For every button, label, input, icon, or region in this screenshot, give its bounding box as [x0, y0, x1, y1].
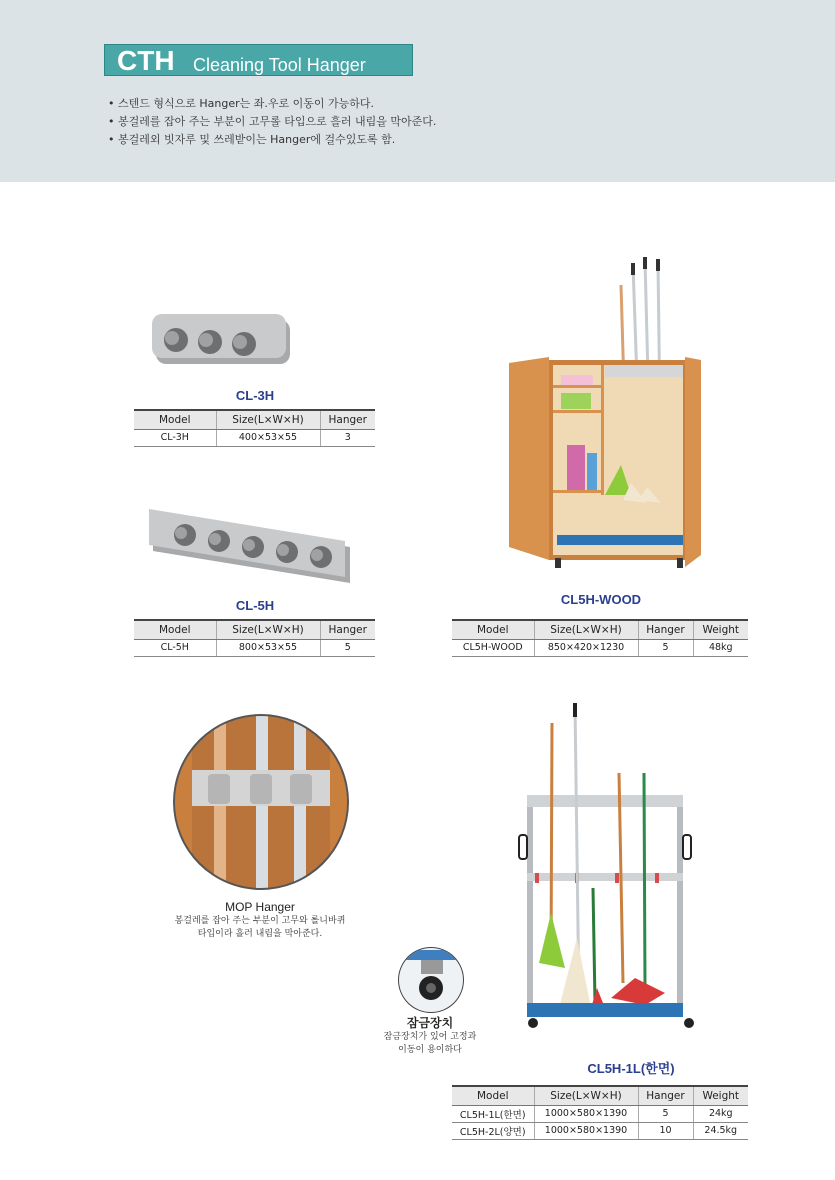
table-cell: 1000×580×1390	[534, 1122, 638, 1139]
table-cell: 3	[320, 429, 375, 446]
lock-desc: 이동이 용이하다	[398, 1045, 462, 1055]
table-cell: CL5H-WOOD	[452, 639, 534, 656]
feature-item: • 봉걸레외 빗자루 및 쓰레받이는 Hanger에 걸수있도록 함.	[108, 131, 436, 149]
mop-hanger-closeup-image	[172, 712, 350, 892]
column-header: Hanger	[320, 620, 375, 639]
cl5h-wood-label: CL5H-WOOD	[560, 592, 642, 607]
table-cell: CL-3H	[134, 429, 216, 446]
cl5h-1l-spec-table	[452, 1085, 748, 1140]
cl-3h-image	[150, 310, 295, 370]
table-row	[452, 1122, 748, 1139]
table-cell: 5	[638, 1105, 693, 1122]
column-header: Model	[134, 620, 216, 639]
product-code: CTH	[117, 45, 175, 76]
column-header: Model	[134, 410, 216, 429]
column-header: Hanger	[320, 410, 375, 429]
table-cell: CL5H-2L(양면)	[452, 1122, 534, 1139]
table-cell: 800×53×55	[216, 639, 320, 656]
cl-3h-spec-table	[134, 409, 375, 447]
table-row	[452, 639, 748, 656]
cl5h-1l-stand-image	[515, 703, 705, 1033]
table-cell: CL-5H	[134, 639, 216, 656]
column-header: Size(L×W×H)	[216, 410, 320, 429]
product-name: Cleaning Tool Hanger	[193, 55, 366, 75]
table-cell: 5	[320, 639, 375, 656]
lock-title: 잠금장치	[406, 1016, 454, 1030]
feature-item: • 스텐드 형식으로 Hanger는 좌.우로 이동이 가능하다.	[108, 95, 436, 113]
feature-list	[108, 95, 436, 149]
feature-item: • 봉걸레를 잡아 주는 부분이 고무롤 타입으로 흘러 내림을 막아준다.	[108, 113, 436, 131]
lock-caption	[370, 1016, 490, 1057]
table-cell: 24kg	[693, 1105, 748, 1122]
table-cell: 5	[638, 639, 693, 656]
table-cell: 24.5kg	[693, 1122, 748, 1139]
cl-5h-spec-table	[134, 619, 375, 657]
table-cell: 48kg	[693, 639, 748, 656]
column-header: Size(L×W×H)	[216, 620, 320, 639]
cl-5h-label: CL-5H	[235, 598, 275, 613]
mop-hanger-title: MOP Hanger	[225, 900, 295, 914]
table-header-row	[134, 620, 375, 639]
header-banner	[0, 0, 835, 182]
mop-hanger-desc: 봉걸레를 잡아 주는 부분이 고무와 롤니바퀴	[174, 916, 346, 926]
lock-caster-image	[397, 946, 465, 1014]
table-row	[452, 1105, 748, 1122]
column-header: Size(L×W×H)	[534, 620, 638, 639]
table-cell: 850×420×1230	[534, 639, 638, 656]
mop-hanger-desc: 타입이라 흘러 내림을 막아준다.	[197, 929, 323, 939]
column-header: Model	[452, 1086, 534, 1105]
column-header: Weight	[693, 620, 748, 639]
table-cell: 10	[638, 1122, 693, 1139]
table-header-row	[134, 410, 375, 429]
cl5h-1l-label: CL5H-1L(한면)	[587, 1061, 675, 1076]
table-cell: 400×53×55	[216, 429, 320, 446]
lock-desc: 잠금장치가 있어 고정과	[383, 1032, 477, 1042]
column-header: Hanger	[638, 620, 693, 639]
column-header: Weight	[693, 1086, 748, 1105]
table-row	[134, 639, 375, 656]
table-header-row	[452, 620, 748, 639]
column-header: Model	[452, 620, 534, 639]
table-row	[134, 429, 375, 446]
cl-3h-label: CL-3H	[235, 388, 275, 403]
column-header: Hanger	[638, 1086, 693, 1105]
cl5h-wood-spec-table	[452, 619, 748, 657]
cl-5h-image	[145, 505, 355, 590]
table-cell: 1000×580×1390	[534, 1105, 638, 1122]
table-header-row	[452, 1086, 748, 1105]
mop-hanger-caption	[150, 900, 370, 941]
table-cell: CL5H-1L(한면)	[452, 1105, 534, 1122]
column-header: Size(L×W×H)	[534, 1086, 638, 1105]
cl5h-wood-cabinet-image	[505, 255, 705, 575]
title-badge	[104, 44, 413, 76]
